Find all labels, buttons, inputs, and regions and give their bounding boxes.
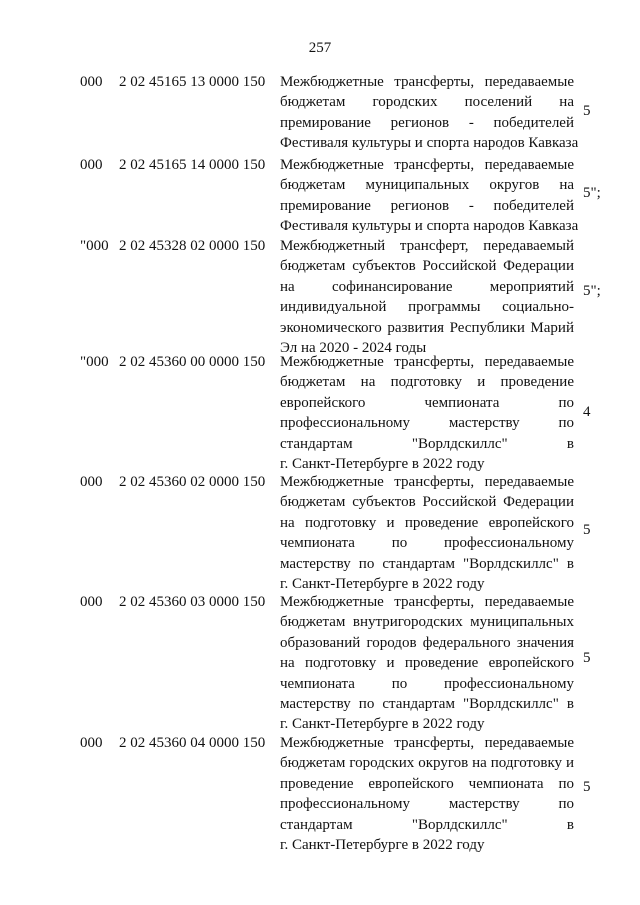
description-line: чемпионата по профессиональному bbox=[280, 675, 574, 692]
description-line: проведение европейского чемпионата по bbox=[280, 775, 574, 792]
description-line: на подготовку и проведение европейского bbox=[280, 514, 574, 531]
description bbox=[280, 592, 574, 735]
description-line: бюджетам муниципальных округов на bbox=[280, 177, 574, 194]
description bbox=[280, 472, 574, 594]
description-line: стандартам "Ворлдскиллс" в bbox=[280, 435, 574, 452]
description-line: на софинансирование мероприятий bbox=[280, 278, 574, 295]
description-line: бюджетам городских округов на подготовку и bbox=[280, 755, 574, 772]
description-line: мастерству по стандартам "Ворлдскиллс" в bbox=[280, 555, 574, 572]
description bbox=[280, 733, 574, 855]
description-line: экономического развития Республики Марий bbox=[280, 319, 574, 336]
description-line: профессиональному мастерству по bbox=[280, 415, 574, 432]
description bbox=[280, 72, 579, 154]
description-line: стандартам "Ворлдскиллс" в bbox=[280, 816, 574, 833]
description bbox=[280, 155, 579, 237]
page-number: 257 bbox=[308, 40, 332, 56]
description-line: бюджетам субъектов Российской Федерации bbox=[280, 494, 574, 511]
description-line: бюджетам субъектов Российской Федерации bbox=[280, 258, 574, 275]
value-cell: 5 bbox=[583, 522, 591, 538]
description-line: на подготовку и проведение европейского bbox=[280, 655, 574, 672]
description-line: премирование регионов - победителей bbox=[280, 197, 574, 214]
description-line: бюджетам внутригородских муниципальных bbox=[280, 614, 574, 631]
value-cell: 4 bbox=[583, 404, 591, 420]
description-line: чемпионата по профессиональному bbox=[280, 535, 574, 552]
description-line: бюджетам городских поселений на bbox=[280, 94, 574, 111]
description-line: премирование регионов - победителей bbox=[280, 114, 574, 131]
description-line: Межбюджетные трансферты, передаваемые bbox=[280, 157, 574, 173]
classification-code: 2 02 45165 13 0000 150 bbox=[119, 74, 266, 90]
value-cell: 5 bbox=[583, 103, 591, 119]
description-line: Межбюджетные трансферты, передаваемые bbox=[280, 74, 574, 90]
description-line: Межбюджетные трансферты, передаваемые bbox=[280, 354, 574, 370]
value-cell: 5 bbox=[583, 650, 591, 666]
classification-code: 2 02 45360 00 0000 150 bbox=[119, 354, 266, 370]
description bbox=[280, 352, 574, 474]
admin-code: 000 bbox=[80, 594, 103, 610]
classification-code: 2 02 45360 03 0000 150 bbox=[119, 594, 266, 610]
admin-code: 000 bbox=[80, 157, 103, 173]
description-line: мастерству по стандартам "Ворлдскиллс" в bbox=[280, 695, 574, 712]
admin-code: 000 bbox=[80, 735, 103, 751]
description bbox=[280, 236, 574, 358]
admin-code: 000 bbox=[80, 74, 103, 90]
description-line: профессиональному мастерству по bbox=[280, 796, 574, 813]
value-cell: 5"; bbox=[583, 283, 601, 299]
description-line: г. Санкт-Петербурге в 2022 году bbox=[280, 836, 485, 853]
description-line: г. Санкт-Петербурге в 2022 году bbox=[280, 575, 485, 592]
admin-code: 000 bbox=[80, 474, 103, 490]
description-line: европейского чемпионата по bbox=[280, 394, 574, 411]
description-line: г. Санкт-Петербурге в 2022 году bbox=[280, 455, 485, 472]
description-line: Межбюджетные трансферты, передаваемые bbox=[280, 474, 574, 490]
description-line: Межбюджетный трансферт, передаваемый bbox=[280, 238, 574, 254]
admin-code: "000 bbox=[80, 354, 109, 370]
description-line: образований городов федерального значения bbox=[280, 634, 574, 651]
description-line: Эл на 2020 - 2024 годы bbox=[280, 339, 427, 356]
description-line: Фестиваля культуры и спорта народов Кавказа bbox=[280, 135, 579, 152]
description-line: г. Санкт-Петербурге в 2022 году bbox=[280, 716, 485, 733]
description-line: индивидуальной программы социально- bbox=[280, 299, 574, 316]
classification-code: 2 02 45360 02 0000 150 bbox=[119, 474, 266, 490]
classification-code: 2 02 45328 02 0000 150 bbox=[119, 238, 266, 254]
description-line: бюджетам на подготовку и проведение bbox=[280, 374, 574, 391]
value-cell: 5"; bbox=[583, 185, 601, 201]
admin-code: "000 bbox=[80, 238, 109, 254]
classification-code: 2 02 45165 14 0000 150 bbox=[119, 157, 266, 173]
description-line: Межбюджетные трансферты, передаваемые bbox=[280, 735, 574, 751]
description-line: Межбюджетные трансферты, передаваемые bbox=[280, 594, 574, 610]
classification-code: 2 02 45360 04 0000 150 bbox=[119, 735, 266, 751]
value-cell: 5 bbox=[583, 779, 591, 795]
description-line: Фестиваля культуры и спорта народов Кавказа bbox=[280, 218, 579, 235]
